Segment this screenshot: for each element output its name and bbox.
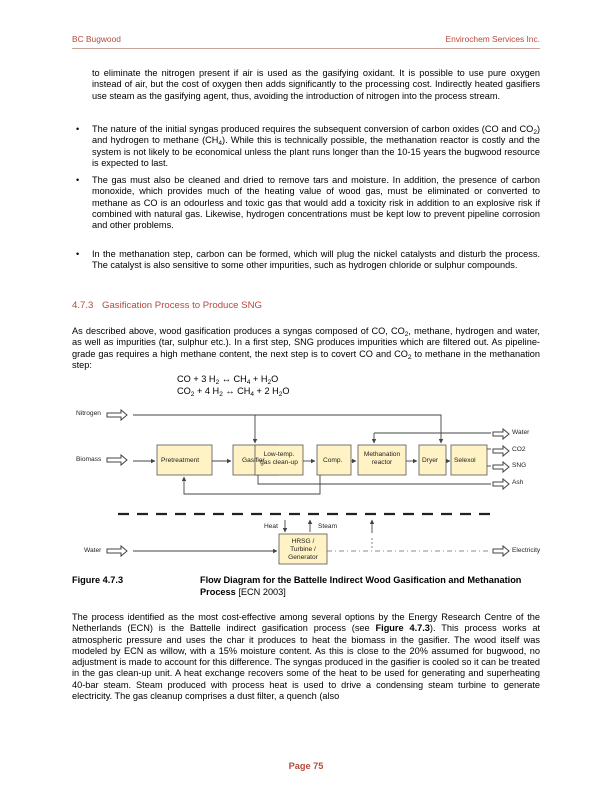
label-low-temp: Low-temp. [263,451,295,458]
figure-reference: [ECN 2003] [238,586,286,597]
section-title: Gasification Process to Produce SNG [102,300,262,311]
label-methanation: Methanation [363,451,401,458]
label-sng: SNG [512,462,527,469]
header-left: BC Bugwood [72,34,121,44]
bullet-text: The nature of the initial syngas produced requires the subsequent conversion of carbon oxides (CO and $CO_2$) and hydrogen to methane $(CH_4)$. While this is technically possible, the methanation reactor is costly and the system is not likely to be economical unless the plant runs longer than the 10-15 years the bugwood resource is expected to last. [92,124,540,168]
label-heat: Heat [264,523,278,530]
label-reactor: reactor [371,459,393,466]
figure-caption [72,575,521,598]
label-hrsg: HRSG / [291,538,315,545]
label-steam: Steam [318,523,338,530]
header-right: Envirochem Services Inc. [445,34,540,44]
label-generator: Generator [288,554,318,561]
figure-title: Flow Diagram for the Battelle Indirect Wood Gasification and Methanation [200,575,522,585]
equation-1: CO + 3 $H_2$ ↔ $CH_4 + H_2O$ [177,374,279,386]
intro-continuation: to eliminate the nitrogen present if air is used as the gasifying oxidant. It is possible to use pure oxygen instead of air, but the cost of oxygen then adds significantly to the processing cost. Indirectly heated gasifiers use steam as the gasifying agent, thus, avoiding the introduction of nitrogen into the process stream. [92,68,540,101]
label-selexol: Selexol [454,457,476,464]
label-turbine: Turbine / [290,546,316,553]
label-biomass: Biomass [76,456,102,463]
equation-2: $CO_2 + 4$ $H_2$ ↔ $CH_4 + 2$ $H_2O$ [177,386,290,398]
bullet-icon: • [76,249,80,259]
bullet-text: In the methanation step, carbon can be formed, which will plug the nickel catalysts and disturb the process. The catalyst is also sensitive to some other impurities, such as hydrogen chloride or sulphur compounds. [92,249,540,271]
label-water-in: Water [84,547,102,554]
label-nitrogen: Nitrogen [76,410,101,417]
figure-title-cont: Process [200,586,236,597]
label-electricity: Electricity [512,547,541,554]
page-number: Page 75 [288,761,324,771]
section-number: 4.7.3 [72,300,94,311]
label-co2: CO2 [512,446,526,453]
label-water-out: Water [512,429,530,436]
bullet-icon: • [76,175,80,185]
paragraph-battelle: The process identified as the most cost-effective among several options by the Energy Research Centre of the Netherlands (ECN) is the Battelle indirect gasification process (see Figure 4.7.3). This process works at atmospheric pressure and uses the char it produces to heat the biomass in the gasifier. The wood itself was modeled by ECN as willow, with a 15% moisture content. As this is close to the 20% assumed for bugwood, no adjustment is made to account for this difference. The syngas produced in the gasifier is cooled so it can be treated in the gas clean-up unit. A heat exchange recovers some of the heat to be used for generating and superheating 40-bar steam. Steam produced with process heat is used to drive a condensing steam turbine to generate electricity. The gas cleanup comprises a dust filter, a quench (also [72,612,540,702]
bullet-icon: • [76,124,80,134]
label-ash: Ash [512,479,524,486]
label-pretreatment: Pretreatment [161,457,200,464]
label-dryer: Dryer [422,457,439,464]
label-gas-cleanup: gas clean-up [260,459,298,466]
paragraph-syngas: As described above, wood gasification produces a syngas composed of CO, $CO_2$, methane, hydrogen and water, as well as impurities (tar, sulphur etc.). In a first step, SNG produces impurities which are filtered out. As pipeline-grade gas requires a high methane content, the next step is to covert CO and $CO_2$ to methane in the methanation step: [72,326,541,370]
label-gasifier: Gasifier [242,457,265,464]
figure-number: Figure 4.7.3 [72,575,124,585]
label-comp: Comp. [323,457,343,464]
bullet-text: The gas must also be cleaned and dried to remove tars and moisture. In addition, the presence of carbon monoxide, which provides much of the heating value of wood gas, must be eliminated or converted to methane as CO is an odourless and toxic gas that would add a toxicity risk in addition to an explosive risk if combined with natural gas. Likewise, hydrogen concentrations must be kept low to prevent pipeline corrosion and other problems. [92,175,540,231]
